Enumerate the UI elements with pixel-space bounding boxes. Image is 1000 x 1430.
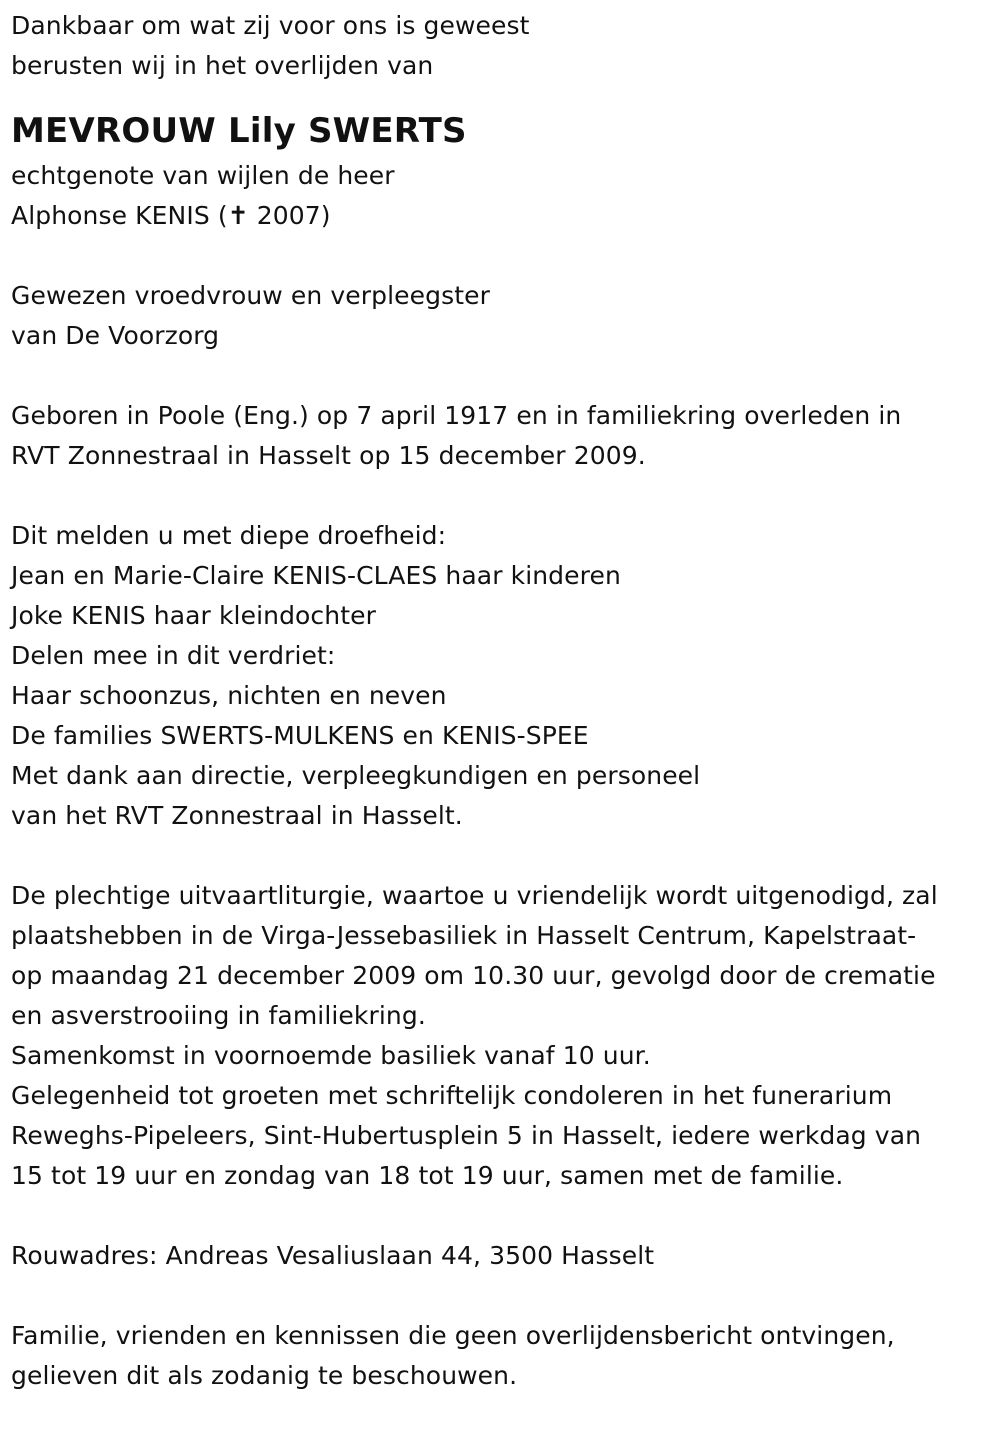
announcers-line-3: Joke KENIS haar kleindochter xyxy=(11,601,376,630)
funeral-block xyxy=(11,876,996,1196)
announcers-line-2: Jean en Marie-Claire KENIS-CLAES haar kinderen xyxy=(11,561,621,590)
spouse-line-2: Alphonse KENIS (✝ 2007) xyxy=(11,201,331,230)
closing-line-2: gelieven dit als zodanig te beschouwen. xyxy=(11,1361,518,1390)
announcers-block xyxy=(11,516,996,836)
profession-line-2: van De Voorzorg xyxy=(11,321,220,350)
birth-death-line-1: Geboren in Poole (Eng.) op 7 april 1917 en in familiekring overleden in xyxy=(11,401,902,430)
opening-line-1: Dankbaar om wat zij voor ons is geweest xyxy=(11,11,530,40)
announcers-line-7: Met dank aan directie, verpleegkundigen en personeel xyxy=(11,761,701,790)
announcers-line-5: Haar schoonzus, nichten en neven xyxy=(11,681,447,710)
funeral-line-1: De plechtige uitvaartliturgie, waartoe u vriendelijk wordt uitgenodigd, zal xyxy=(11,881,938,910)
profession-block xyxy=(11,276,996,356)
funeral-line-6: Gelegenheid tot groeten met schriftelijk condoleren in het funerarium xyxy=(11,1081,893,1110)
birth-death-line-2: RVT Zonnestraal in Hasselt op 15 december 2009. xyxy=(11,441,646,470)
deceased-name: MEVROUW Lily SWERTS xyxy=(11,111,467,151)
opening-block xyxy=(11,6,996,86)
funeral-line-5: Samenkomst in voornoemde basiliek vanaf 10 uur. xyxy=(11,1041,651,1070)
funeral-line-7: Reweghs-Pipeleers, Sint-Hubertusplein 5 in Hasselt, iedere werkdag van xyxy=(11,1121,922,1150)
opening-line-2: berusten wij in het overlijden van xyxy=(11,51,434,80)
funeral-line-4: en asverstrooiing in familiekring. xyxy=(11,1001,426,1030)
announcers-line-8: van het RVT Zonnestraal in Hasselt. xyxy=(11,801,463,830)
birth-death-block xyxy=(11,396,996,476)
announcers-line-1: Dit melden u met diepe droefheid: xyxy=(11,521,447,550)
closing-block xyxy=(11,1316,996,1396)
profession-line-1: Gewezen vroedvrouw en verpleegster xyxy=(11,281,490,310)
funeral-line-8: 15 tot 19 uur en zondag van 18 tot 19 uur, samen met de familie. xyxy=(11,1161,844,1190)
spouse-block xyxy=(11,156,996,236)
closing-line-1: Familie, vrienden en kennissen die geen overlijdensbericht ontvingen, xyxy=(11,1321,895,1350)
funeral-line-2: plaatshebben in de Virga-Jessebasiliek in Hasselt Centrum, Kapelstraat- xyxy=(11,921,917,950)
announcers-line-4: Delen mee in dit verdriet: xyxy=(11,641,336,670)
mourning-address: Rouwadres: Andreas Vesaliuslaan 44, 3500 Hasselt xyxy=(11,1241,655,1270)
death-notice xyxy=(11,6,996,1396)
announcers-line-6: De families SWERTS-MULKENS en KENIS-SPEE xyxy=(11,721,589,750)
funeral-line-3: op maandag 21 december 2009 om 10.30 uur, gevolgd door de crematie xyxy=(11,961,936,990)
spouse-line-1: echtgenote van wijlen de heer xyxy=(11,161,395,190)
